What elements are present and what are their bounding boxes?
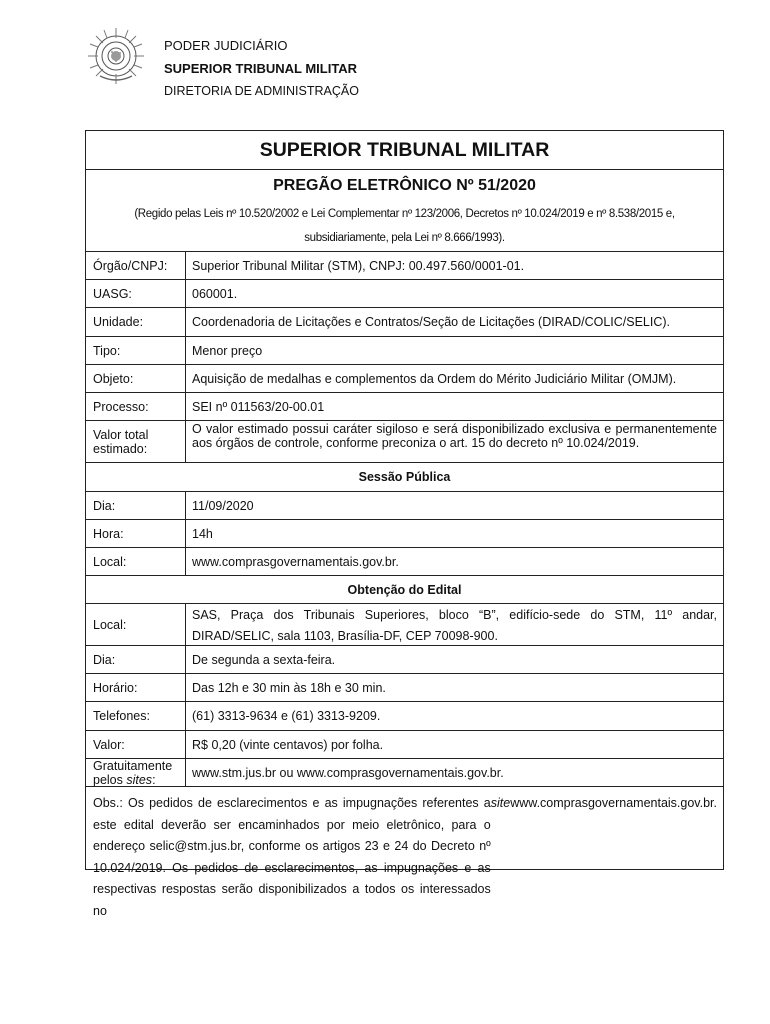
table-row (86, 603, 723, 645)
obs-text-after: www.comprasgovernamentais.gov.br. (510, 796, 717, 810)
row-label: Processo: (86, 393, 186, 420)
table-row (86, 701, 723, 730)
section-header-edital (86, 575, 723, 603)
row-label: Dia: (86, 492, 186, 519)
row-value: Coordenadoria de Licitações e Contratos/Seção de Licitações (DIRAD/COLIC/SELIC). (192, 315, 671, 329)
table-row (86, 519, 723, 547)
header-court: SUPERIOR TRIBUNAL MILITAR (164, 61, 358, 76)
row-label: Telefones: (86, 702, 186, 730)
header-branch: PODER JUDICIÁRIO (164, 38, 288, 53)
row-label: Local: (86, 604, 186, 645)
row-value: O valor estimado possui caráter sigiloso e será disponibilizado exclusiva e permanentemente aos órgãos de controle, conforme preconiza o art. 15 do decreto nº 10.024/2019. (192, 422, 717, 450)
table-row (86, 730, 723, 758)
section-header-session (86, 462, 723, 491)
row-value: 060001. (192, 286, 238, 301)
row-value: 11/09/2020 (192, 498, 254, 513)
row-label: Valor: (86, 731, 186, 758)
section-title: Sessão Pública (358, 470, 451, 484)
row-label: Órgão/CNPJ: (86, 252, 186, 279)
obs-text-emphasis: site (490, 796, 511, 810)
row-value: 14h (192, 526, 213, 541)
row-value: www.stm.jus.br ou www.comprasgovernamentais.gov.br. (192, 765, 504, 780)
row-value: De segunda a sexta-feira. (192, 652, 336, 667)
row-value: Menor preço (192, 343, 263, 358)
row-value: Superior Tribunal Militar (STM), CNPJ: 00.497.560/0001-01. (192, 258, 525, 273)
row-value: www.comprasgovernamentais.gov.br. (192, 554, 399, 569)
row-value: Das 12h e 30 min às 18h e 30 min. (192, 680, 386, 695)
row-label (86, 759, 186, 786)
coat-of-arms-seal (86, 26, 146, 86)
row-label: Dia: (86, 646, 186, 673)
label-suffix: : (152, 772, 156, 787)
row-label: Local: (86, 548, 186, 575)
table-row (86, 420, 723, 462)
table-row (86, 645, 723, 673)
row-value: R$ 0,20 (vinte centavos) por folha. (192, 737, 384, 752)
table-row (86, 364, 723, 392)
table-row (86, 491, 723, 519)
table-row (86, 392, 723, 420)
row-label: Tipo: (86, 337, 186, 364)
doc-title: SUPERIOR TRIBUNAL MILITAR (259, 138, 550, 161)
row-value: SAS, Praça dos Tribunais Superiores, bloco “B”, edifício-sede do STM, 11º andar, DIRAD/SELIC, sala 1103, Brasília-DF, CEP 70098-900. (192, 608, 717, 643)
table-row (86, 307, 723, 336)
row-value: SEI nº 011563/20-00.01 (192, 399, 325, 414)
table-row (86, 547, 723, 575)
row-label: Hora: (86, 520, 186, 547)
row-value: (61) 3313-9634 e (61) 3313-9209. (192, 709, 381, 723)
row-label: Horário: (86, 674, 186, 701)
section-title: Obtenção do Edital (347, 582, 462, 597)
obs-text-before: Obs.: Os pedidos de esclarecimentos e as impugnações referentes a este edital deverão ser encaminhados por meio eletrônico, para o endereço selic@stm.jus.br, conforme os artigos 23 e 24 do Decreto nº 10.024/2019. Os pedidos de esclarecimentos, as impugnações e as respectivas respostas serão disponibilizados a todos os interessados no (93, 796, 491, 918)
header-directorate: DIRETORIA DE ADMINISTRAÇÃO (164, 84, 359, 98)
legal-basis-line-2: subsidiariamente, pela Lei nº 8.666/1993). (304, 232, 505, 244)
table-row (86, 673, 723, 701)
row-label: Unidade: (86, 308, 186, 336)
doc-subtitle-block (86, 169, 723, 251)
label-prefix: Gratuitamente pelos (93, 758, 173, 787)
row-label: UASG: (86, 280, 186, 307)
legal-basis-note (86, 202, 723, 250)
row-label: Valor total estimado: (86, 421, 186, 462)
table-row (86, 251, 723, 279)
observation-note (86, 786, 723, 918)
table-row (86, 758, 723, 786)
label-emphasis: sites (126, 772, 153, 787)
table-row (86, 279, 723, 307)
row-value: Aquisição de medalhas e complementos da Ordem do Mérito Judiciário Militar (OMJM). (192, 371, 677, 386)
table-row (86, 336, 723, 364)
notice-table (85, 130, 724, 918)
doc-subtitle: PREGÃO ELETRÔNICO Nº 51/2020 (273, 177, 536, 194)
legal-basis-line-1: (Regido pelas Leis nº 10.520/2002 e Lei Complementar nº 123/2006, Decretos nº 10.024/2019 e nº 8.538/2015 e, (134, 208, 675, 220)
row-label: Objeto: (86, 365, 186, 392)
